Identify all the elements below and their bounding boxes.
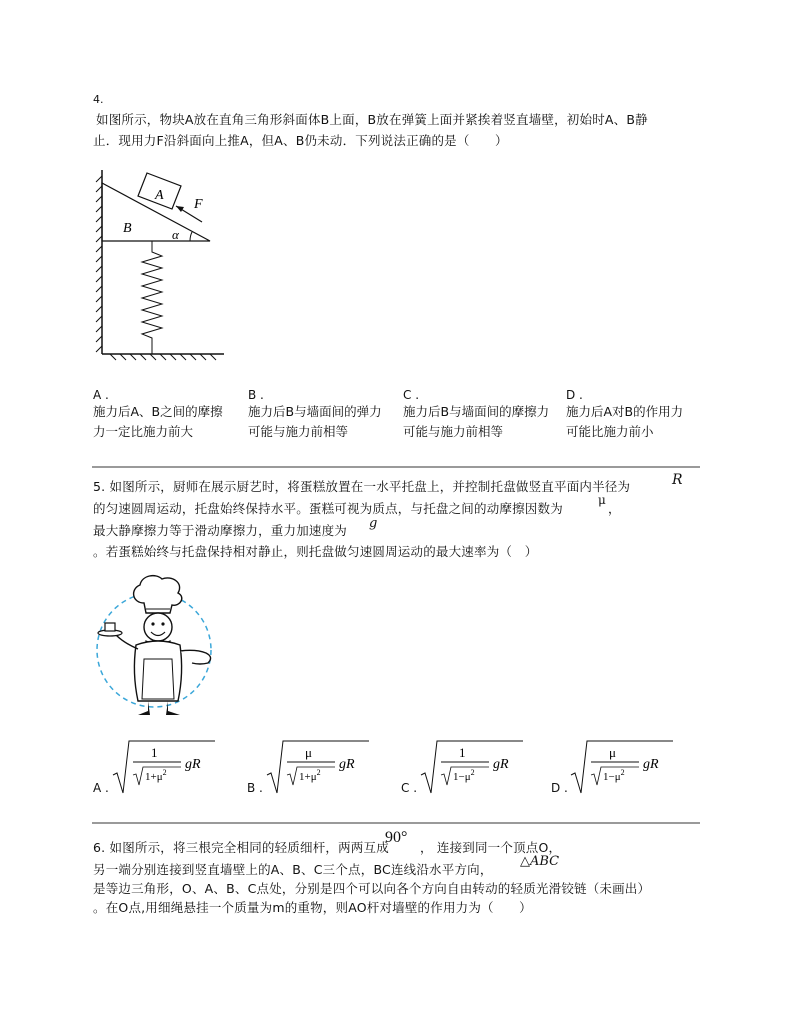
q6-stem-line3: 是等边三角形，O、A、B、C点处，分别是四个可以向各个方向自由转动的轻质光滑铰链（未画出） (93, 881, 651, 896)
option-line2: 可能与施力前相等 (248, 424, 349, 439)
wall-hatching (96, 176, 102, 352)
option-line2: 可能比施力前小 (566, 424, 654, 439)
label-F: F (194, 197, 203, 212)
label-B: B (123, 221, 132, 236)
gR-term: gR (493, 757, 509, 772)
q6-stem-line4: 。在O点,用细绳悬挂一个质量为m的重物，则AO杆对墙壁的作用力为（ ） (93, 900, 532, 915)
option-label: A . (93, 781, 109, 795)
chef-hat (134, 576, 182, 613)
q5-stem-line1: 5. 如图所示，厨师在展示厨艺时，将蛋糕放置在一水平托盘上，并控制托盘做竖直平面内半径为 (93, 479, 631, 494)
q5-stem-line2-tail: ， (608, 501, 621, 516)
q5-options (93, 733, 783, 798)
option-line1: 施力后A对B的作用力 (566, 404, 684, 419)
option-label: D . (566, 388, 583, 402)
divider (92, 822, 700, 824)
label-A: A (155, 188, 164, 203)
q4-stem-line1: 如图所示，物块A放在直角三角形斜面体B上面，B放在弹簧上面并紧挨着竖直墙壁，初始时A、B静 (96, 112, 648, 127)
chef-face (144, 613, 172, 641)
angle-arc (190, 232, 192, 241)
divider (92, 466, 700, 468)
q4-option-b[interactable] (248, 388, 382, 442)
q6-stem-line1-tail: ， 连接到同一个顶点O， (420, 840, 562, 855)
q4-option-c[interactable] (403, 388, 549, 442)
option-label: C . (401, 781, 418, 795)
svg-text:1−μ2: $1-\mu^2$ (603, 768, 625, 783)
q4-option-a[interactable] (93, 388, 223, 442)
q5-option-c[interactable] (419, 735, 529, 797)
label-alpha: α (172, 227, 179, 242)
svg-text:1+μ2: $1+\mu^2$ (145, 768, 167, 783)
cake (105, 623, 115, 631)
option-label: B . (247, 781, 263, 795)
q5-option-a[interactable] (111, 735, 221, 797)
q6-stem-line2: 另一端分别连接到竖直墙壁上的A、B、C三个点，BC连线沿水平方向， (93, 862, 493, 877)
symbol-g: g (369, 516, 378, 531)
option-line1: 施力后A、B之间的摩擦 (93, 404, 223, 419)
q5-stem-line2: 的匀速圆周运动，托盘始终保持水平。蛋糕可视为质点，与托盘之间的动摩擦因数为 (93, 501, 563, 516)
option-label: C . (403, 388, 420, 402)
option-line2: 力一定比施力前大 (93, 424, 194, 439)
q4-number: 4. (93, 93, 104, 106)
option-line1: 施力后B与墙面间的弹力 (248, 404, 382, 419)
option-line1: 施力后B与墙面间的摩擦力 (403, 404, 550, 419)
svg-text:1−μ2: $1-\mu^2$ (453, 768, 475, 783)
triangle-abc: △ABC (520, 854, 560, 869)
chef-body (134, 641, 181, 701)
floor-hatching (110, 354, 216, 360)
gR-term: gR (339, 757, 355, 772)
q4-figure (92, 166, 232, 366)
angle-90: 90° (385, 829, 408, 846)
q5-option-b[interactable] (265, 735, 375, 797)
numerator: 1 (459, 745, 466, 760)
q5-stem-line3: 最大静摩擦力等于滑动摩擦力，重力加速度为 (93, 523, 348, 538)
symbol-mu: μ (598, 493, 606, 507)
gR-term: gR (643, 757, 659, 772)
symbol-R: R (672, 472, 683, 488)
force-arrowhead (176, 206, 184, 212)
q5-stem-line4: 。若蛋糕始终与托盘保持相对静止，则托盘做匀速圆周运动的最大速率为（ ） (93, 544, 538, 559)
svg-text:1+μ2: $1+\mu^2$ (299, 768, 321, 783)
option-label: D . (551, 781, 568, 795)
spring (142, 241, 162, 354)
q5-option-d[interactable] (569, 735, 679, 797)
q6-stem-line1: 6. 如图所示，将三根完全相同的轻质细杆，两两互成 (93, 840, 389, 855)
numerator: μ (609, 745, 616, 760)
q4-stem-line2: 止．现用力F沿斜面向上推A，但A、B仍未动．下列说法正确的是（ ） (93, 133, 508, 148)
gR-term: gR (185, 757, 201, 772)
numerator: 1 (151, 745, 158, 760)
option-line2: 可能与施力前相等 (403, 424, 504, 439)
option-label: A . (93, 388, 109, 402)
q4-option-d[interactable] (566, 388, 683, 442)
chef-figure (92, 573, 224, 723)
numerator: μ (305, 745, 312, 760)
option-label: B . (248, 388, 264, 402)
